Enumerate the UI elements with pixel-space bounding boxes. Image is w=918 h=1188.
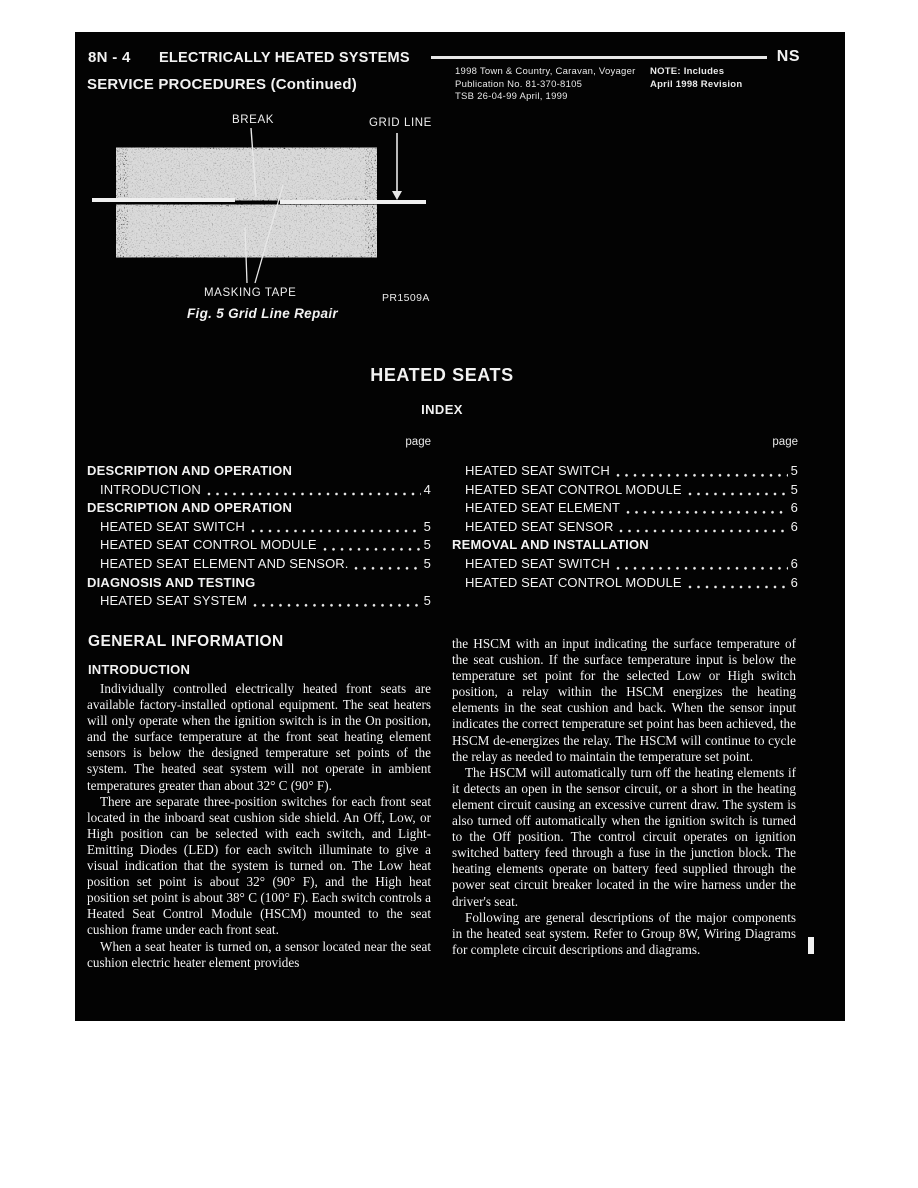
body-paragraph: Following are general descriptions of the major components in the heated seat system. Refer to Group 8W, Wiring Diagrams for complete circuit descriptions and diagrams. <box>452 909 796 957</box>
dot-leader <box>322 536 421 555</box>
dot-leader <box>687 574 788 593</box>
masking-tape-bottom <box>128 207 365 255</box>
index-entry <box>452 555 798 574</box>
index-entry-page-number: 5 <box>790 481 798 497</box>
index-entry <box>87 481 431 500</box>
dot-leader <box>615 462 788 481</box>
body-paragraph: The HSCM will automatically turn off the heating elements if it detects an open in the sensor circuit, or a short in the heating element circuit causing an excessive current draw. The system is also turned off automatically when the ignition switch is turned to the Off position. The control circuit operates on ignition switched battery feed through a fuse in the junction block. The heating elements operate on battery feed supplied through the power seat circuit breaker located in the wire harness under the driver's seat. <box>452 764 796 909</box>
index-title: INDEX <box>421 402 463 417</box>
body-left-column <box>87 681 431 971</box>
index-entry <box>452 518 798 537</box>
body-paragraph: When a seat heater is turned on, a sensor located near the seat cushion electric heater element provides <box>87 938 431 970</box>
index-right-column <box>452 462 798 592</box>
dot-leader <box>252 592 421 611</box>
index-entry <box>87 592 431 611</box>
dot-leader <box>353 555 420 574</box>
page-header <box>88 48 800 66</box>
dot-leader <box>250 518 421 537</box>
index-entry-page-number: 5 <box>423 555 431 571</box>
grid-line-arrow <box>392 133 402 200</box>
break-label: BREAK <box>232 114 274 126</box>
index-section-header: DIAGNOSIS AND TESTING <box>87 574 256 590</box>
dot-leader <box>615 555 788 574</box>
dot-leader <box>206 481 421 500</box>
grid-line-left-segment <box>92 198 235 202</box>
index-section-header: DESCRIPTION AND OPERATION <box>87 500 293 516</box>
index-entry-page-number: 5 <box>423 518 431 534</box>
index-entry <box>87 536 431 555</box>
grid-line-label: GRID LINE <box>369 117 432 129</box>
index-entry <box>452 574 798 593</box>
index-entry-label: HEATED SEAT CONTROL MODULE <box>465 481 682 497</box>
index-entry-label: HEATED SEAT SYSTEM <box>100 593 247 609</box>
publication-info-line: Publication No. 81-370-8105 <box>455 78 583 90</box>
index-entry-label: HEATED SEAT ELEMENT <box>465 500 621 516</box>
index-entry-label: HEATED SEAT SWITCH <box>465 463 610 478</box>
index-entry-label: HEATED SEAT ELEMENT AND SENSOR. <box>100 555 349 571</box>
revision-note <box>650 66 742 91</box>
index-entry-page-number: 4 <box>423 481 431 497</box>
grid-line-right-segment <box>280 200 426 204</box>
index-section-header: DESCRIPTION AND OPERATION <box>87 463 293 478</box>
figure-caption: Fig. 5 Grid Line Repair <box>187 306 338 321</box>
index-entry-page-number: 6 <box>790 518 798 534</box>
index-entry-page-number: 5 <box>790 463 798 478</box>
index-entry-page-number: 6 <box>790 500 798 516</box>
index-section-header: REMOVAL AND INSTALLATION <box>452 537 649 553</box>
figure-ref-code: PR1509A <box>382 292 430 304</box>
body-paragraph: There are separate three-position switches for each front seat located in the inboard seat cushion side shield. An Off, Low, or High position can be selected with each switch, and Light-Emitting Diodes (LED) for each switch illuminate to give a visual indication that the system is turned on. The Low heat position set point is about 32° (90° F), and the High heat position set point is about 38° C (100° F). Each switch controls a Heated Seat Control Module (HSCM) mounted to the seat cushion frame under each front seat. <box>87 793 431 938</box>
index-entry <box>452 499 798 518</box>
masking-tape-label: MASKING TAPE <box>204 287 297 299</box>
publication-info-line: 1998 Town & Country, Caravan, Voyager <box>455 66 636 77</box>
revision-marker <box>808 937 814 954</box>
chapter-title: ELECTRICALLY HEATED SYSTEMS <box>158 48 410 66</box>
page-column-label-left: page <box>405 436 431 448</box>
index-entry-page-number: 6 <box>790 555 798 571</box>
index-entry-label: HEATED SEAT CONTROL MODULE <box>100 537 317 553</box>
index-entry-page-number: 5 <box>423 593 431 609</box>
scanned-page-area <box>75 32 845 1021</box>
body-right-column <box>452 636 796 958</box>
section-title: HEATED SEATS <box>370 365 514 385</box>
index-entry-label: HEATED SEAT SENSOR <box>465 518 614 534</box>
introduction-heading: INTRODUCTION <box>88 662 191 677</box>
index-entry <box>87 555 431 574</box>
index-entry <box>87 518 431 537</box>
index-left-column <box>87 462 431 611</box>
header-rule <box>431 56 767 59</box>
index-entry-label: HEATED SEAT SWITCH <box>465 555 610 571</box>
index-entry-label: HEATED SEAT SWITCH <box>100 518 245 534</box>
index-entry <box>452 481 798 500</box>
index-entry-label: INTRODUCTION <box>100 481 201 497</box>
index-entry <box>452 462 798 481</box>
masking-tape-top <box>128 150 365 198</box>
revision-note-line: April 1998 Revision <box>650 78 743 90</box>
page-code: 8N - 4 <box>88 48 131 66</box>
section-subtitle: SERVICE PROCEDURES (Continued) <box>87 76 357 93</box>
dot-leader <box>687 481 788 500</box>
index-entry-label: HEATED SEAT CONTROL MODULE <box>465 574 682 590</box>
dot-leader <box>625 499 788 518</box>
body-paragraph: Individually controlled electrically heated front seats are available factory-installed optional equipment. The seat heaters will only operate when the ignition switch is in the On position, and the surface temperature at the front seat heating element sensors is below the designed temperature set points of the system. The heated seat system will not operate in ambient temperatures greater than about 32° C (90° F). <box>87 681 431 793</box>
index-entry-page-number: 6 <box>790 574 798 590</box>
dot-leader <box>618 518 787 537</box>
publication-info <box>455 66 636 104</box>
page-column-label-right: page <box>772 436 798 448</box>
revision-note-line: NOTE: Includes <box>650 66 725 77</box>
general-information-heading: GENERAL INFORMATION <box>88 633 284 650</box>
platform-code: NS <box>776 48 800 65</box>
index-entry-page-number: 5 <box>423 537 431 553</box>
figure-grid-line-repair <box>75 107 435 322</box>
publication-info-line: TSB 26-04-99 April, 1999 <box>455 91 568 102</box>
body-paragraph: the HSCM with an input indicating the surface temperature of the seat cushion. If the surface temperature input is below the temperature set point for the selected Low or High switch position, a relay within the HSCM energizes the heating elements in the seat cushion and back. When the sensor input indicates the correct temperature set point has been achieved, the HSCM de-energizes the relay. The HSCM will continue to cycle the relay as needed to maintain the temperature set point. <box>452 636 796 764</box>
